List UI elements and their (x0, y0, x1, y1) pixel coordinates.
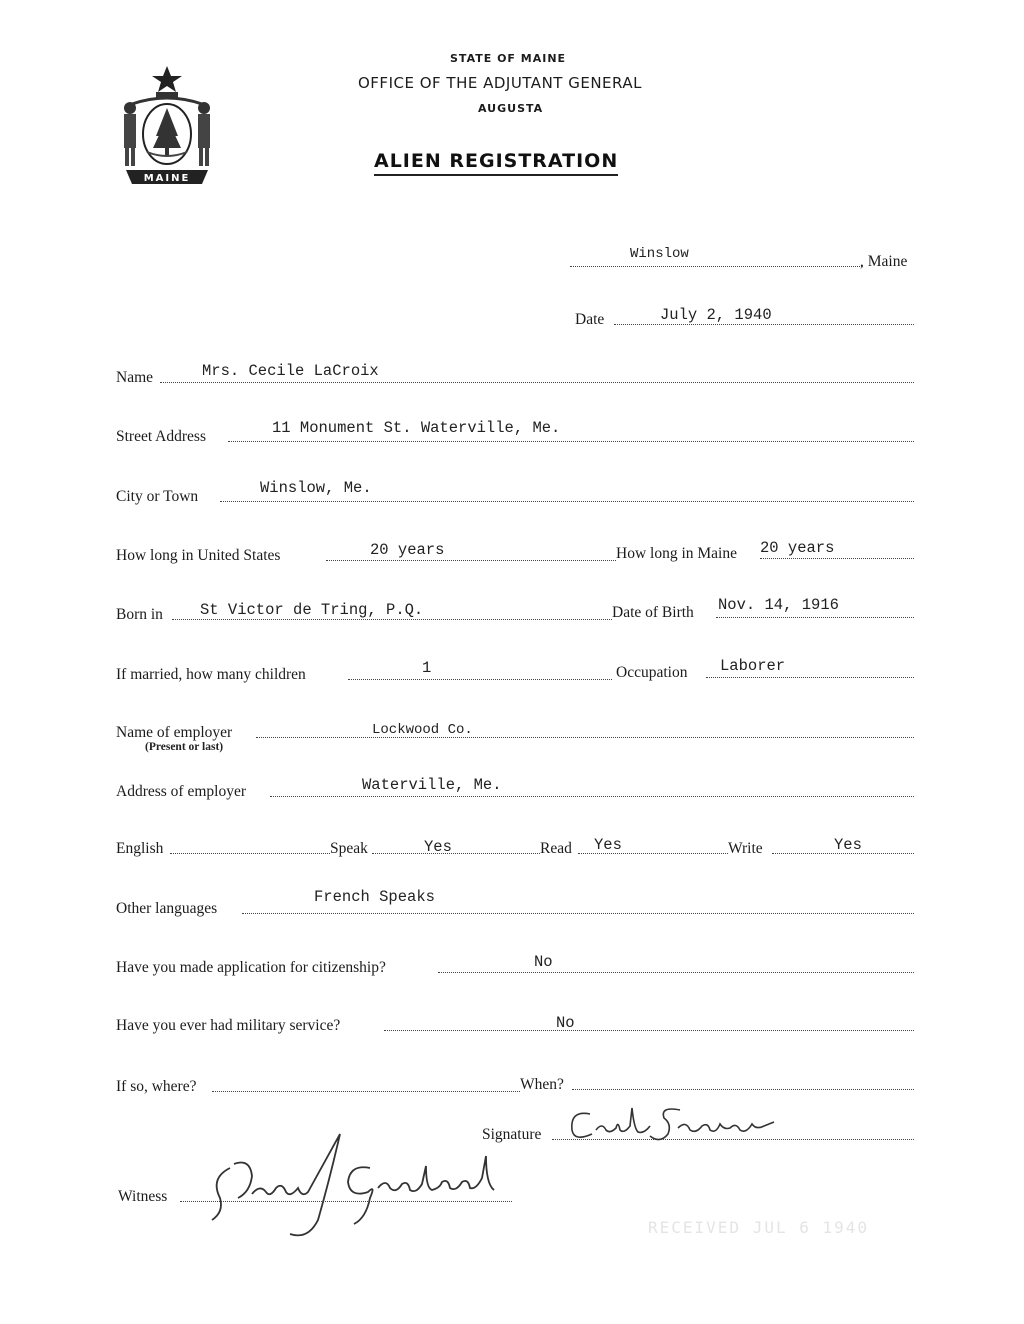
where-line (212, 1091, 520, 1092)
state-suffix: , Maine (860, 253, 908, 270)
dob-line (716, 617, 914, 618)
english-label: English (116, 840, 164, 857)
applicant-signature (560, 1100, 810, 1150)
date-label: Date (575, 311, 605, 328)
children-line (348, 679, 612, 680)
occupation-label: Occupation (616, 664, 688, 681)
employer-address-value: Waterville, Me. (362, 776, 502, 794)
town-value: Winslow (630, 246, 689, 262)
read-label: Read (540, 840, 572, 857)
date-line (614, 324, 914, 325)
write-value: Yes (834, 836, 862, 854)
military-value: No (556, 1014, 575, 1032)
speak-value: Yes (424, 838, 452, 856)
speak-label: Speak (330, 840, 368, 857)
us-duration-value: 20 years (370, 541, 445, 559)
military-label: Have you ever had military service? (116, 1017, 341, 1034)
street-label: Street Address (116, 428, 206, 445)
received-stamp: RECEIVED JUL 6 1940 (648, 1218, 870, 1237)
city-value: Winslow, Me. (260, 479, 372, 497)
signature-label: Signature (482, 1126, 542, 1143)
children-label: If married, how many children (116, 666, 306, 683)
other-languages-line (242, 913, 914, 914)
employer-line (256, 737, 914, 738)
street-value: 11 Monument St. Waterville, Me. (272, 419, 561, 437)
dob-value: Nov. 14, 1916 (718, 596, 839, 614)
employer-address-line (270, 796, 914, 797)
town-line (570, 266, 862, 267)
occupation-line (706, 677, 914, 678)
city-line (220, 501, 914, 502)
occupation-value: Laborer (720, 657, 786, 675)
english-line (170, 853, 330, 854)
citizenship-line (438, 972, 914, 973)
other-languages-value: French Speaks (314, 888, 435, 906)
office-heading: OFFICE OF THE ADJUTANT GENERAL (358, 74, 642, 92)
employer-label: Name of employer (116, 724, 233, 741)
witness-label: Witness (118, 1188, 168, 1205)
read-value: Yes (594, 836, 622, 854)
seal-lettering: MAINE (143, 173, 191, 184)
born-in-label: Born in (116, 606, 163, 623)
other-languages-label: Other languages (116, 900, 218, 917)
dob-label: Date of Birth (612, 604, 694, 621)
employer-address-label: Address of employer (116, 783, 246, 800)
us-duration-line (326, 560, 616, 561)
name-label: Name (116, 369, 154, 386)
children-value: 1 (422, 659, 432, 677)
witness-signature (190, 1128, 510, 1240)
military-line (384, 1030, 914, 1031)
employer-sublabel: (Present or last) (145, 741, 224, 753)
form-title: ALIEN REGISTRATION (374, 150, 618, 176)
when-label: When? (520, 1076, 564, 1093)
speak-line (372, 853, 540, 854)
street-line (228, 441, 914, 442)
maine-duration-line (760, 558, 914, 559)
when-line (572, 1089, 914, 1090)
born-in-line (172, 619, 612, 620)
write-label: Write (728, 840, 763, 857)
state-heading: STATE OF MAINE (450, 52, 567, 65)
state-seal-icon (112, 62, 222, 190)
citizenship-label: Have you made application for citizenship? (116, 959, 386, 976)
city-heading: AUGUSTA (478, 102, 544, 115)
citizenship-value: No (534, 953, 553, 971)
name-value: Mrs. Cecile LaCroix (202, 362, 379, 380)
city-label: City or Town (116, 488, 199, 505)
maine-duration-label: How long in Maine (616, 545, 737, 562)
born-in-value: St Victor de Tring, P.Q. (200, 601, 424, 619)
maine-duration-value: 20 years (760, 539, 835, 557)
us-duration-label: How long in United States (116, 547, 281, 564)
employer-value: Lockwood Co. (372, 722, 473, 738)
date-value: July 2, 1940 (660, 306, 772, 324)
where-label: If so, where? (116, 1078, 197, 1095)
name-line (160, 382, 914, 383)
